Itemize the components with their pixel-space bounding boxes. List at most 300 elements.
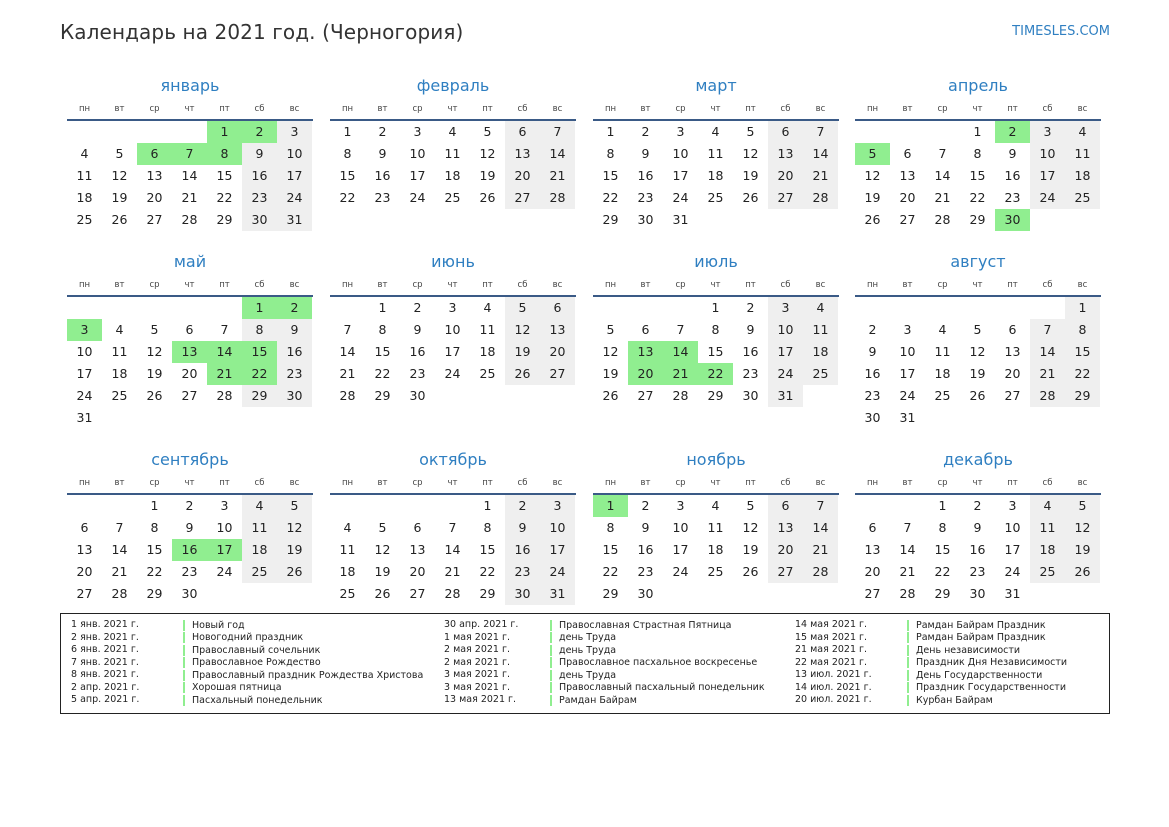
weekday-label: вт — [640, 478, 651, 488]
day-cell: 8 — [242, 319, 277, 341]
weekday-header — [593, 478, 839, 490]
holiday-name: Пасхальный понедельник — [183, 695, 323, 706]
day-cell: 26 — [602, 388, 619, 403]
weekday-label: вт — [377, 104, 388, 114]
day-cell: 15 — [479, 542, 496, 557]
holiday-day-cell: 20 — [628, 363, 663, 385]
day-cell: 27 — [1004, 388, 1021, 403]
weekday-header — [67, 478, 313, 490]
day-cell: 24 — [444, 366, 461, 381]
weekday-header — [67, 104, 313, 116]
day-cell: 22 — [216, 190, 233, 205]
day-cell: 7 — [803, 121, 838, 143]
day-cell: 28 — [934, 212, 951, 227]
day-cell: 1 — [606, 124, 615, 139]
day-cell: 10 — [1030, 143, 1065, 165]
day-cell: 23 — [637, 190, 654, 205]
weekday-label: чт — [710, 478, 721, 488]
day-cell: 3 — [413, 124, 422, 139]
day-cell: 28 — [803, 187, 838, 209]
day-cell: 6 — [80, 520, 89, 535]
day-cell: 22 — [934, 564, 951, 579]
holiday-day-cell: 16 — [172, 539, 207, 561]
day-cell: 13 — [76, 542, 93, 557]
weekday-label: ср — [412, 104, 423, 114]
holiday-name: День Государственности — [907, 670, 1042, 681]
weekday-label: чт — [972, 280, 983, 290]
day-cell: 9 — [378, 146, 387, 161]
holiday-day-cell: 21 — [663, 363, 698, 385]
day-cell: 8 — [711, 322, 720, 337]
holiday-day-cell: 2 — [995, 121, 1030, 143]
holiday-day-cell: 14 — [207, 341, 242, 363]
weekday-label: ср — [149, 104, 160, 114]
holiday-date: 22 мая 2021 г. — [795, 656, 868, 668]
brand-link[interactable]: TIMESLES.COM — [1012, 24, 1110, 39]
day-cell: 3 — [220, 498, 229, 513]
weekday-label: пт — [219, 478, 230, 488]
day-cell: 31 — [899, 410, 916, 425]
weekday-label: ср — [412, 280, 423, 290]
day-cell: 17 — [409, 168, 426, 183]
weekday-label: сб — [780, 104, 791, 114]
day-cell: 10 — [672, 146, 689, 161]
day-cell: 10 — [899, 344, 916, 359]
weekday-label: чт — [710, 280, 721, 290]
weekday-label: пт — [745, 280, 756, 290]
day-cell: 9 — [641, 146, 650, 161]
day-cell: 3 — [448, 300, 457, 315]
day-cell: 4 — [711, 498, 720, 513]
day-cell: 14 — [444, 542, 461, 557]
holiday-day-cell: 21 — [207, 363, 242, 385]
holiday-day-cell: 3 — [67, 319, 102, 341]
day-cell: 12 — [1065, 517, 1100, 539]
weekday-label: вс — [815, 280, 826, 290]
day-cell: 12 — [374, 542, 391, 557]
month-name: март — [695, 76, 737, 95]
day-cell: 6 — [768, 121, 803, 143]
holiday-name: Православный сочельник — [183, 645, 320, 656]
day-cell: 23 — [637, 564, 654, 579]
day-cell: 9 — [746, 322, 755, 337]
day-cell: 26 — [1065, 561, 1100, 583]
day-cell: 3 — [1030, 121, 1065, 143]
day-cell: 6 — [1008, 322, 1017, 337]
day-cell: 3 — [277, 121, 312, 143]
weekday-label: пт — [745, 478, 756, 488]
month-name: сентябрь — [151, 450, 229, 469]
holiday-name: Православное Рождество — [183, 657, 321, 668]
weekday-label: сб — [254, 478, 265, 488]
day-cell: 1 — [378, 300, 387, 315]
day-cell: 15 — [146, 542, 163, 557]
day-cell: 28 — [181, 212, 198, 227]
weekday-label: чт — [710, 104, 721, 114]
holiday-day-cell: 1 — [593, 495, 628, 517]
month-name: январь — [160, 76, 220, 95]
day-cell: 21 — [1030, 363, 1065, 385]
day-cell: 5 — [746, 498, 755, 513]
holiday-date: 2 мая 2021 г. — [444, 644, 510, 655]
holiday-date: 3 мая 2021 г. — [444, 669, 510, 680]
day-cell: 19 — [602, 366, 619, 381]
day-cell: 5 — [973, 322, 982, 337]
day-cell: 23 — [969, 564, 986, 579]
day-cell: 19 — [374, 564, 391, 579]
day-cell: 30 — [505, 583, 540, 605]
page-title: Календарь на 2021 год. (Черногория) — [60, 20, 464, 44]
weekday-label: вс — [289, 104, 300, 114]
weekday-header — [330, 478, 576, 490]
weekday-label: пт — [1007, 104, 1018, 114]
day-cell: 11 — [1065, 143, 1100, 165]
day-cell: 31 — [277, 209, 312, 231]
day-cell: 21 — [803, 539, 838, 561]
holiday-name: Хорошая пятница — [183, 682, 282, 693]
day-cell: 2 — [641, 498, 650, 513]
holiday-name: Православный праздник Рождества Христова — [183, 670, 423, 681]
day-cell: 20 — [76, 564, 93, 579]
day-cell: 27 — [409, 586, 426, 601]
weekday-label: вт — [640, 104, 651, 114]
weekday-label: сб — [780, 478, 791, 488]
day-cell: 6 — [903, 146, 912, 161]
day-cell: 18 — [803, 341, 838, 363]
day-cell: 30 — [969, 586, 986, 601]
day-cell: 1 — [711, 300, 720, 315]
weekday-label: сб — [517, 478, 528, 488]
day-cell: 6 — [505, 121, 540, 143]
holiday-date: 8 янв. 2021 г. — [71, 669, 139, 680]
day-cell: 1 — [483, 498, 492, 513]
day-cell: 24 — [409, 190, 426, 205]
day-cell: 15 — [1065, 341, 1100, 363]
day-cell: 20 — [409, 564, 426, 579]
day-cell: 29 — [969, 212, 986, 227]
day-cell: 17 — [672, 542, 689, 557]
day-cell: 5 — [150, 322, 159, 337]
day-cell: 12 — [864, 168, 881, 183]
day-cell: 21 — [111, 564, 128, 579]
day-cell: 14 — [803, 517, 838, 539]
day-cell: 22 — [374, 366, 391, 381]
day-cell: 16 — [742, 344, 759, 359]
day-cell: 19 — [742, 168, 759, 183]
day-cell: 2 — [378, 124, 387, 139]
holiday-name: Курбан Байрам — [907, 695, 993, 706]
day-cell: 19 — [969, 366, 986, 381]
holiday-name: Новогодний праздник — [183, 632, 303, 643]
day-cell: 24 — [672, 190, 689, 205]
holiday-name: Рамдан Байрам Праздник — [907, 620, 1046, 631]
weekday-label: чт — [447, 478, 458, 488]
day-cell: 3 — [676, 124, 685, 139]
weekday-label: пн — [866, 478, 879, 488]
day-cell: 27 — [899, 212, 916, 227]
day-cell: 12 — [742, 146, 759, 161]
day-cell: 27 — [146, 212, 163, 227]
day-cell: 15 — [216, 168, 233, 183]
day-cell: 29 — [934, 586, 951, 601]
day-cell: 23 — [505, 561, 540, 583]
weekday-label: вт — [902, 478, 913, 488]
day-cell: 13 — [1004, 344, 1021, 359]
day-cell: 7 — [1030, 319, 1065, 341]
day-cell: 6 — [413, 520, 422, 535]
weekday-label: чт — [184, 478, 195, 488]
holiday-name: день Труда — [550, 632, 616, 643]
holiday-date: 2 мая 2021 г. — [444, 656, 510, 668]
day-cell: 18 — [242, 539, 277, 561]
day-cell: 31 — [1004, 586, 1021, 601]
holiday-day-cell: 13 — [628, 341, 663, 363]
day-cell: 18 — [444, 168, 461, 183]
day-cell: 18 — [1030, 539, 1065, 561]
holiday-date: 1 мая 2021 г. — [444, 631, 510, 643]
day-cell: 28 — [540, 187, 575, 209]
day-cell: 26 — [864, 212, 881, 227]
day-cell: 28 — [444, 586, 461, 601]
holiday-day-cell: 6 — [137, 143, 172, 165]
day-cell: 16 — [374, 168, 391, 183]
day-cell: 26 — [742, 190, 759, 205]
day-cell: 26 — [146, 388, 163, 403]
day-cell: 5 — [1065, 495, 1100, 517]
day-cell: 17 — [672, 168, 689, 183]
weekday-label: вс — [552, 104, 563, 114]
weekday-label: вт — [377, 478, 388, 488]
month-name: август — [950, 252, 1006, 271]
weekday-label: вт — [640, 280, 651, 290]
day-cell: 2 — [641, 124, 650, 139]
weekday-label: сб — [780, 280, 791, 290]
day-cell: 21 — [934, 190, 951, 205]
holiday-date: 21 мая 2021 г. — [795, 644, 868, 655]
day-cell: 25 — [707, 564, 724, 579]
day-cell: 18 — [707, 168, 724, 183]
day-cell: 10 — [277, 143, 312, 165]
day-cell: 1 — [938, 498, 947, 513]
holiday-day-cell: 1 — [242, 297, 277, 319]
day-cell: 7 — [803, 495, 838, 517]
day-cell: 15 — [374, 344, 391, 359]
day-cell: 25 — [803, 363, 838, 385]
day-cell: 1 — [1065, 297, 1100, 319]
weekday-header — [330, 104, 576, 116]
weekday-label: вт — [377, 280, 388, 290]
weekday-label: чт — [447, 104, 458, 114]
weekday-label: сб — [254, 104, 265, 114]
day-cell: 26 — [969, 388, 986, 403]
day-grid — [330, 297, 576, 429]
day-cell: 13 — [409, 542, 426, 557]
weekday-label: пн — [78, 104, 91, 114]
day-cell: 22 — [146, 564, 163, 579]
day-cell: 31 — [540, 583, 575, 605]
day-cell: 22 — [479, 564, 496, 579]
holiday-date: 13 июл. 2021 г. — [795, 669, 872, 680]
day-cell: 21 — [339, 366, 356, 381]
day-cell: 9 — [1008, 146, 1017, 161]
weekday-label: пн — [78, 280, 91, 290]
holiday-name: Новый год — [183, 620, 245, 631]
day-grid — [330, 121, 576, 253]
weekday-header — [593, 104, 839, 116]
holiday-day-cell: 17 — [207, 539, 242, 561]
weekday-label: ср — [937, 478, 948, 488]
day-cell: 23 — [742, 366, 759, 381]
day-cell: 23 — [864, 388, 881, 403]
day-cell: 28 — [803, 561, 838, 583]
day-cell: 28 — [672, 388, 689, 403]
weekday-label: пн — [866, 280, 879, 290]
day-cell: 3 — [540, 495, 575, 517]
day-cell: 24 — [768, 363, 803, 385]
day-grid — [593, 297, 839, 429]
weekday-label: сб — [517, 104, 528, 114]
holiday-day-cell: 2 — [242, 121, 277, 143]
day-cell: 13 — [505, 143, 540, 165]
holiday-day-cell: 7 — [172, 143, 207, 165]
day-cell: 6 — [185, 322, 194, 337]
day-cell: 8 — [606, 146, 615, 161]
day-cell: 29 — [146, 586, 163, 601]
day-cell: 18 — [76, 190, 93, 205]
day-cell: 10 — [76, 344, 93, 359]
day-cell: 3 — [1008, 498, 1017, 513]
weekday-label: чт — [184, 280, 195, 290]
day-cell: 15 — [934, 542, 951, 557]
day-cell: 12 — [742, 520, 759, 535]
holiday-day-cell: 15 — [242, 341, 277, 363]
day-cell: 28 — [216, 388, 233, 403]
holiday-date: 14 июл. 2021 г. — [795, 681, 872, 693]
day-cell: 1 — [150, 498, 159, 513]
day-cell: 4 — [1030, 495, 1065, 517]
day-cell: 23 — [409, 366, 426, 381]
weekday-label: чт — [184, 104, 195, 114]
day-cell: 16 — [505, 539, 540, 561]
day-cell: 6 — [540, 297, 575, 319]
holiday-date: 14 мая 2021 г. — [795, 619, 868, 630]
holiday-date: 2 апр. 2021 г. — [71, 681, 140, 693]
day-cell: 30 — [242, 209, 277, 231]
day-cell: 16 — [864, 366, 881, 381]
weekday-label: пт — [482, 104, 493, 114]
day-cell: 24 — [76, 388, 93, 403]
day-cell: 30 — [409, 388, 426, 403]
day-cell: 4 — [343, 520, 352, 535]
weekday-label: сб — [1042, 104, 1053, 114]
day-cell: 25 — [1065, 187, 1100, 209]
weekday-label: пт — [482, 280, 493, 290]
weekday-header — [855, 104, 1101, 116]
holiday-date: 30 апр. 2021 г. — [444, 619, 519, 630]
weekday-label: ср — [937, 280, 948, 290]
day-cell: 29 — [216, 212, 233, 227]
weekday-label: вс — [552, 478, 563, 488]
month-name: май — [173, 252, 207, 271]
day-cell: 23 — [374, 190, 391, 205]
day-cell: 8 — [483, 520, 492, 535]
month-name: апрель — [948, 76, 1008, 95]
day-cell: 16 — [1004, 168, 1021, 183]
day-cell: 11 — [339, 542, 356, 557]
holiday-name: день Труда — [550, 645, 616, 656]
holiday-day-cell: 22 — [242, 363, 277, 385]
weekday-label: ср — [937, 104, 948, 114]
day-cell: 26 — [479, 190, 496, 205]
weekday-header — [593, 280, 839, 292]
day-cell: 20 — [899, 190, 916, 205]
day-cell: 28 — [111, 586, 128, 601]
day-cell: 29 — [707, 388, 724, 403]
day-cell: 9 — [868, 344, 877, 359]
day-cell: 20 — [146, 190, 163, 205]
day-cell: 24 — [277, 187, 312, 209]
day-cell: 5 — [277, 495, 312, 517]
day-cell: 24 — [672, 564, 689, 579]
holiday-date: 15 мая 2021 г. — [795, 631, 868, 643]
day-cell: 16 — [637, 542, 654, 557]
day-cell: 22 — [1065, 363, 1100, 385]
holiday-date: 20 июл. 2021 г. — [795, 694, 872, 705]
weekday-label: пн — [78, 478, 91, 488]
day-cell: 17 — [899, 366, 916, 381]
day-cell: 10 — [1004, 520, 1021, 535]
day-cell: 2 — [973, 498, 982, 513]
weekday-label: сб — [517, 280, 528, 290]
day-cell: 19 — [864, 190, 881, 205]
day-cell: 9 — [277, 319, 312, 341]
day-cell: 2 — [746, 300, 755, 315]
day-cell: 9 — [641, 520, 650, 535]
weekday-label: пт — [1007, 478, 1018, 488]
holiday-day-cell: 8 — [207, 143, 242, 165]
day-cell: 4 — [115, 322, 124, 337]
day-cell: 12 — [111, 168, 128, 183]
day-cell: 29 — [1065, 385, 1100, 407]
day-cell: 4 — [80, 146, 89, 161]
day-grid — [67, 297, 313, 429]
day-grid — [855, 495, 1101, 627]
day-cell: 27 — [637, 388, 654, 403]
day-cell: 26 — [505, 363, 540, 385]
day-cell: 19 — [277, 539, 312, 561]
month-name: июль — [694, 252, 738, 271]
day-cell: 18 — [707, 542, 724, 557]
day-cell: 7 — [540, 121, 575, 143]
day-cell: 25 — [707, 190, 724, 205]
holiday-legend — [60, 613, 1110, 714]
day-cell: 24 — [540, 561, 575, 583]
day-cell: 5 — [746, 124, 755, 139]
holiday-name: Праздник Государственности — [907, 682, 1066, 693]
day-cell: 17 — [540, 539, 575, 561]
day-cell: 23 — [1004, 190, 1021, 205]
day-cell: 22 — [602, 190, 619, 205]
day-cell: 14 — [934, 168, 951, 183]
weekday-label: пт — [482, 478, 493, 488]
day-cell: 11 — [479, 322, 496, 337]
day-grid — [67, 121, 313, 253]
holiday-day-cell: 30 — [995, 209, 1030, 231]
day-grid — [67, 495, 313, 627]
day-cell: 10 — [540, 517, 575, 539]
day-cell: 15 — [707, 344, 724, 359]
day-cell: 7 — [448, 520, 457, 535]
